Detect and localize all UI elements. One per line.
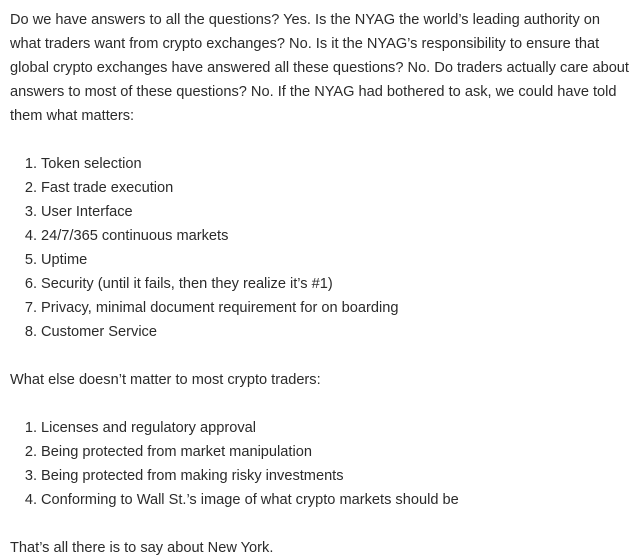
list-item — [10, 152, 630, 176]
list-item — [10, 464, 630, 488]
list-item — [10, 440, 630, 464]
what-matters-list — [10, 152, 630, 344]
list-number: 7. — [24, 300, 37, 316]
list-item-text: Privacy, minimal document requirement for on boarding — [41, 300, 399, 316]
list-item — [10, 296, 630, 320]
list-number: 5. — [24, 252, 37, 268]
list-item-text: Conforming to Wall St.’s image of what crypto markets should be — [41, 492, 459, 508]
list-item-text: Security (until it fails, then they realize it’s #1) — [41, 276, 333, 292]
list-item — [10, 176, 630, 200]
list-item — [10, 224, 630, 248]
list-number: 8. — [24, 324, 37, 340]
list-number: 4. — [24, 228, 37, 244]
list-item-text: Uptime — [41, 252, 88, 268]
list-item — [10, 200, 630, 224]
list-number: 6. — [24, 276, 37, 292]
list-item-text: Licenses and regulatory approval — [41, 420, 256, 436]
list-number: 4. — [24, 492, 37, 508]
list-item — [10, 272, 630, 296]
else-heading-paragraph: What else doesn’t matter to most crypto traders: — [10, 372, 321, 388]
list-item-text: Customer Service — [41, 324, 157, 340]
doesnt-matter-list — [10, 416, 630, 512]
list-item — [10, 248, 630, 272]
list-item-text: User Interface — [41, 204, 133, 220]
list-item-text: Token selection — [41, 156, 142, 172]
list-item-text: Being protected from making risky investments — [41, 468, 344, 484]
list-item-text: Fast trade execution — [41, 180, 174, 196]
list-number: 1. — [24, 156, 37, 172]
list-item — [10, 320, 630, 344]
list-item-text: Being protected from market manipulation — [41, 444, 312, 460]
list-item — [10, 488, 630, 512]
list-number: 2. — [24, 180, 37, 196]
list-item — [10, 416, 630, 440]
list-number: 3. — [24, 204, 37, 220]
list-number: 3. — [24, 468, 37, 484]
intro-paragraph: Do we have answers to all the questions? Yes. Is the NYAG the world’s leading authority on what traders want from crypto exchanges? No. Is it the NYAG’s responsibility to ensure that global crypto exchanges have answered all these questions? No. Do traders actually care about answers to most of these questions? No. If the NYAG had bothered to ask, we could have told them what matters: — [10, 12, 629, 124]
list-number: 2. — [24, 444, 37, 460]
list-number: 1. — [24, 420, 37, 436]
list-item-text: 24/7/365 continuous markets — [41, 228, 229, 244]
closing-paragraph: That’s all there is to say about New York. — [10, 540, 274, 556]
